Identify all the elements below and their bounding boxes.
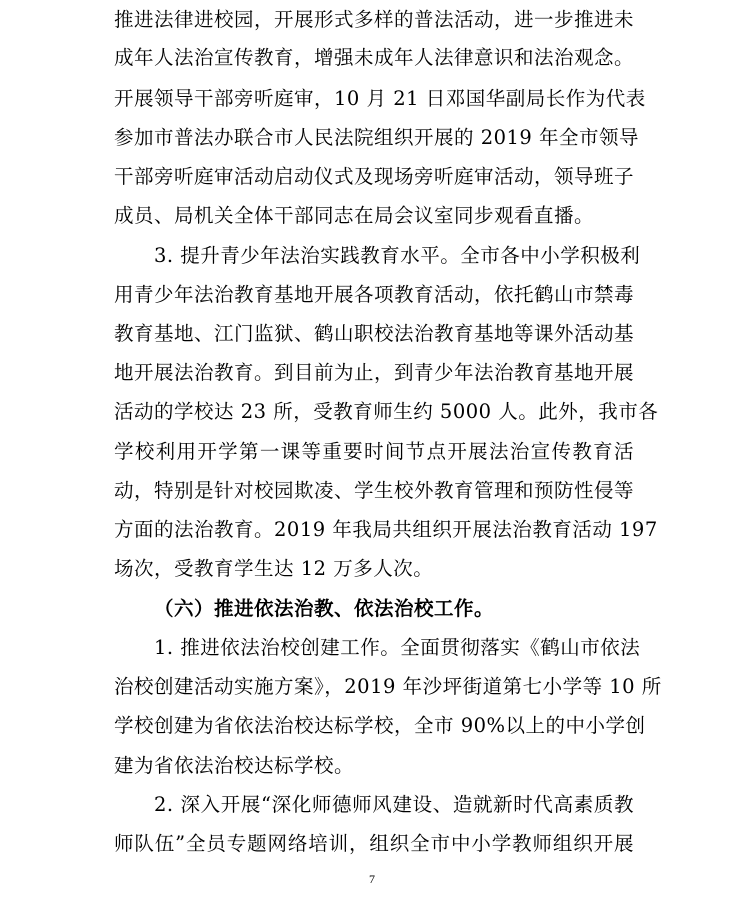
text-line: 学校利用开学第一课等重要时间节点开展法治宣传教育活 (114, 440, 634, 463)
text-line: 建为省依法治校达标学校。 (114, 754, 355, 777)
section-heading: （六）推进依法治教、依法治校工作。 (154, 597, 495, 620)
text-line: 干部旁听庭审活动启动仪式及现场旁听庭审活动，领导班子 (114, 165, 635, 188)
text-line: 师队伍”全员专题网络培训，组织全市中小学教师组织开展 (114, 832, 634, 855)
text-line: 地开展法治教育。到目前为止，到青少年法治教育基地开展 (114, 361, 635, 384)
text-line: 动，特别是针对校园欺凌、学生校外教育管理和预防性侵等 (114, 479, 635, 502)
text-line: 成员、局机关全体干部同志在局会议室同步观看直播。 (114, 204, 595, 227)
text-line: 教育基地、江门监狱、鹤山职校法治教育基地等课外活动基 (114, 322, 635, 345)
text-line: 方面的法治教育。2019 年我局共组织开展法治教育活动 197 (114, 518, 658, 541)
text-line: 2. 深入开展“深化师德师风建设、造就新时代高素质教 (154, 793, 634, 816)
text-line: 用青少年法治教育基地开展各项教育活动，依托鹤山市禁毒 (114, 283, 635, 306)
text-line: 成年人法治宣传教育，增强未成年人法律意识和法治观念。 (114, 46, 635, 69)
text-line: 场次，受教育学生达 12 万多人次。 (114, 557, 434, 580)
text-line: 活动的学校达 23 所，受教育师生约 5000 人。此外，我市各 (114, 400, 659, 423)
page-number: 7 (369, 872, 375, 886)
text-line: 3. 提升青少年法治实践教育水平。全市各中小学积极利 (154, 244, 641, 267)
text-line: 开展领导干部旁听庭审，10 月 21 日邓国华副局长作为代表 (114, 87, 646, 110)
text-line: 推进法律进校园，开展形式多样的普法活动，进一步推进未 (114, 8, 635, 31)
text-line: 参加市普法办联合市人民法院组织开展的 2019 年全市领导 (114, 126, 640, 149)
text-line: 1. 推进依法治校创建工作。全面贯彻落实《鹤山市依法 (154, 636, 641, 659)
text-line: 治校创建活动实施方案》，2019 年沙坪街道第七小学等 10 所 (114, 675, 662, 698)
text-line: 学校创建为省依法治校达标学校，全市 90%以上的中小学创 (114, 714, 646, 737)
